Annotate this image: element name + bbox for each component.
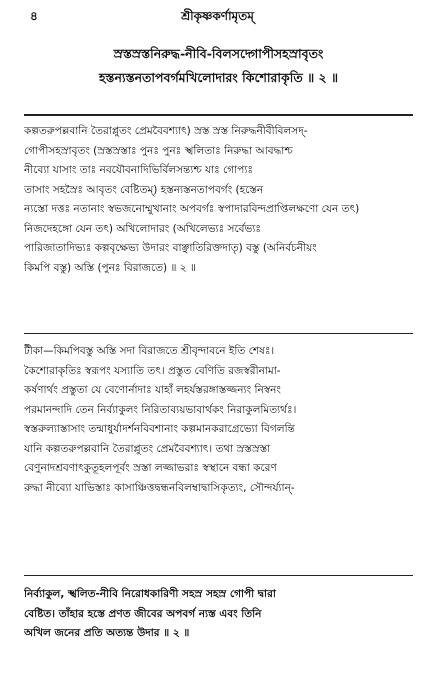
text-line: বেণুনাদশ্রবণাৎকুতূহলপূর্বং স্রস্তা লজ্জাভরাঃ স্বস্থানে বন্ধা করেণ	[24, 462, 277, 474]
verse-line: হস্তন্যস্তনতাপবর্গমখিলোদারং কিশোরাকৃতি ॥ ২ ॥	[98, 70, 339, 85]
text-line: কিমপি বস্তু) অস্তি (পুনঃ বিরাজতে) ॥ ২ ॥	[24, 261, 196, 274]
page-header	[22, 6, 413, 26]
text-line: রুদ্ধা নীব্যো যাভিস্তাঃ কাসাঞ্চিত্তদ্বন্ধনবিলম্বাদ্বাসিকৃত্যং, সৌন্দর্য্যান্-	[24, 481, 295, 494]
text-line: কৈশোরাকৃতিঃ স্বরূপং যস্যাতি তৎ। প্রস্তুত বেণিতি রজস্বরীনামা-	[24, 364, 281, 377]
text-line: নিজদেহঙ্গো যেন তৎ) অখিলোদারং (অখিলেভ্যঃ সর্বেভ্যঃ	[24, 222, 261, 235]
commentary-paragraph-1	[24, 122, 413, 278]
divider-rule	[24, 333, 413, 334]
text-line: পরমানন্দাদি তেন নির্ব্যাকুলং নিরিতাব্যয়ভাবার্থকং নিরাকুলমিত্যর্থঃ।	[24, 403, 297, 416]
page-number: ৪	[30, 9, 38, 23]
verse-block	[28, 42, 409, 90]
divider-rule	[24, 575, 413, 576]
text-line: বেষ্টিত। তাঁহার হস্তে প্রণত জীবের অপবর্গ ন্যস্ত এবং তিনি	[24, 607, 262, 620]
text-line: স্বস্তরুল্যাস্তাসাং তন্মাধুর্যাদর্শনবিবশানাং কল্পমানকরাগ্রেভ্যো বিগলন্তি	[24, 423, 295, 435]
text-line: অখিল জনের প্রতি অত্যন্ত উদার ॥ ২ ॥	[24, 627, 190, 639]
text-line: ন্যস্তো দত্তঃ নতানাং স্বভজনোম্মুখানাং অপবর্গঃ স্বপাদারবিন্দপ্রাপ্তিলক্ষণো যেন তৎ)	[24, 203, 360, 215]
text-line: যানি কল্পতরুপল্লবানি তৈরাপ্লুতং প্রেমবৈবশ্যাৎ। তথা স্রস্তস্রস্তা	[24, 442, 271, 455]
text-line: কর্ষণার্থং প্রস্তুতা যে বেণোর্নাদাঃ যাহাঁ লহর্যস্তরঙ্গাস্তজ্জন্যং নিস্বনং	[24, 384, 281, 396]
commentary-paragraph-2	[24, 342, 413, 498]
divider-rule	[24, 114, 413, 116]
translation-paragraph	[24, 585, 413, 644]
running-title: শ্রীকৃষ্ণকর্ণামৃতম্‌	[181, 9, 254, 23]
text-line: তাসাং সহস্রৈঃ আবৃতং বেষ্টিতম্) হস্তন্যস্তনতাপবর্গং (হস্তেন	[24, 183, 264, 196]
text-line: গোপীসহস্রাবৃতং (স্রস্তস্রস্তাঃ পুনঃ পুনঃ স্খলিতাঃ নিরুদ্ধা আবদ্ধাশ্চ	[24, 144, 293, 157]
text-line: পারিজাতাদিভ্যঃ কল্পবৃক্ষেভ্য উদারং বাঞ্ছাতিরিক্তদাতৃ) বস্তু (অনির্বচনীয়ং	[24, 242, 317, 254]
text-line: নির্ব্যাকুল, স্খলিত-নীবি নিরোধকারিণী সহস্র সহস্র গোপী দ্বারা	[24, 588, 276, 600]
text-line: কল্পতরুপল্লবানি তৈরাপ্লুতং প্রেমবৈবশ্যাৎ) স্রস্ত স্রস্ত নিরুদ্ধনীবীবিলসদ্-	[24, 125, 308, 137]
verse-line: স্রস্তস্রস্তনিরুদ্ধ-নীবি-বিলসদ্গোপীসহস্রাবৃতং	[113, 46, 324, 61]
text-line: নীব্যো যাসাং তাঃ নবযৌবনাদিভির্বিলসন্ত্যশ্চ যাঃ গোপ্যঃ	[24, 164, 253, 176]
text-line: টীকা—কিমপিবস্তু অস্তি সদা বিরাজতে শ্রীবৃন্দাবনে ইতি শেষঃ।	[24, 345, 275, 357]
